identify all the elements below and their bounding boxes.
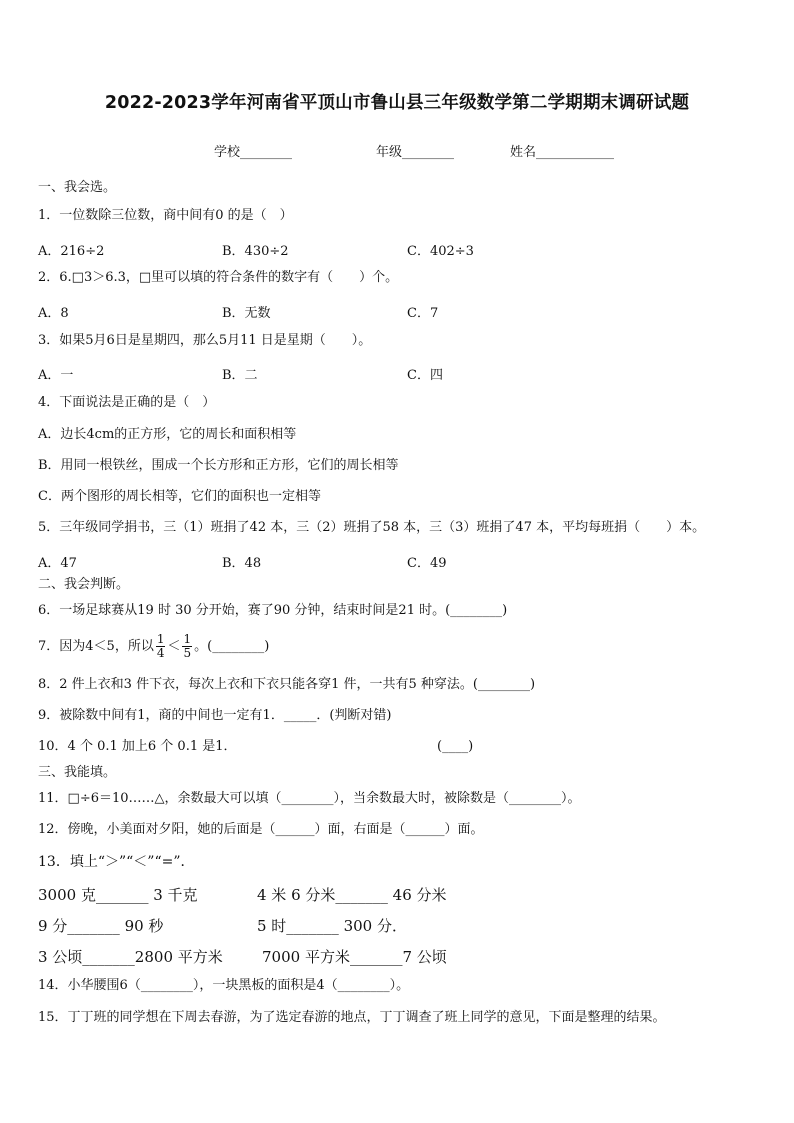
name-blank: ____________ — [536, 145, 615, 160]
q13-compare-3b: 7000 平方米_______7 公顷 — [262, 948, 447, 966]
page-title: 2022-2023学年河南省平顶山市鲁山县三年级数学第二学期期末调研试题 — [104, 93, 690, 113]
question-4: 4．下面说法是正确的是（ ） — [38, 395, 216, 410]
q7-text-pre: 7．因为4＜5，所以 — [38, 639, 154, 654]
q4-option-b: B．用同一根铁丝，围成一个长方形和正方形，它们的周长相等 — [38, 458, 399, 473]
q13-compare-3a: 3 公顷_______2800 平方米 — [38, 948, 223, 966]
q10-answer-blank: (____) — [437, 739, 474, 754]
question-14: 14．小华腰围6（________），一块黑板的面积是4（________）。 — [38, 978, 410, 993]
q13-compare-1a: 3000 克_______ 3 千克 — [38, 886, 198, 904]
question-11: 11．□÷6＝10……△，余数最大可以填（________），当余数最大时，被除数是（________）。 — [38, 791, 581, 806]
q13-compare-1b: 4 米 6 分米_______ 46 分米 — [257, 886, 447, 904]
question-1: 1．一位数除三位数，商中间有0 的是（ ） — [38, 208, 293, 223]
question-10: 10．4 个 0.1 加上6 个 0.1 是1． — [38, 739, 237, 754]
question-8: 8．2 件上衣和3 件下衣，每次上衣和下衣只能各穿1 件，一共有5 种穿法。(________) — [38, 677, 536, 692]
q3-option-b: B．二 — [222, 368, 258, 383]
question-12: 12．傍晚，小美面对夕阳，她的后面是（______）面，右面是（______）面。 — [38, 822, 484, 837]
section-heading-choice: 一、我会选。 — [38, 180, 117, 195]
q5-option-c: C．49 — [407, 556, 447, 571]
question-13: 13．填上“＞”“＜”“=”． — [38, 854, 195, 870]
school-label: 学校 — [214, 145, 241, 160]
q3-option-a: A．一 — [38, 368, 74, 383]
question-7 — [38, 632, 269, 662]
q4-option-a: A．边长4cm的正方形，它的周长和面积相等 — [38, 427, 297, 442]
q7-text-post: 。(________) — [194, 639, 270, 654]
q1-option-c: C．402÷3 — [407, 244, 474, 259]
fraction-one-fifth — [182, 633, 192, 660]
q13-compare-2a: 9 分_______ 90 秒 — [38, 917, 164, 935]
question-5: 5．三年级同学捐书，三（1）班捐了42 本，三（2）班捐了58 本，三（3）班捐了47 本，平均每班捐（ ）本。 — [38, 520, 706, 535]
school-field — [214, 141, 292, 160]
q2-option-b: B．无数 — [222, 306, 271, 321]
q2-option-c: C．7 — [407, 306, 439, 321]
section-heading-judge: 二、我会判断。 — [38, 577, 130, 592]
q1-option-b: B．430÷2 — [222, 244, 289, 259]
question-9: 9．被除数中间有1，商的中间也一定有1．_____．(判断对错) — [38, 708, 392, 723]
question-15: 15．丁丁班的同学想在下周去春游，为了选定春游的地点，丁丁调查了班上同学的意见，下面是整理的结果。 — [38, 1010, 666, 1025]
q3-option-c: C．四 — [407, 368, 443, 383]
q1-option-a: A．216÷2 — [38, 244, 105, 259]
question-3: 3．如果5月6日是星期四，那么5月11 日是星期（ ）。 — [38, 333, 372, 348]
q4-option-c: C．两个图形的周长相等，它们的面积也一定相等 — [38, 489, 321, 504]
grade-label: 年级 — [376, 145, 403, 160]
question-2: 2．6.□3＞6.3，□里可以填的符合条件的数字有（ ）个。 — [38, 270, 399, 285]
grade-blank: ________ — [402, 145, 455, 160]
q13-compare-2b: 5 时_______ 300 分． — [257, 917, 407, 935]
q5-option-b: B．48 — [222, 556, 262, 571]
q2-option-a: A．8 — [38, 306, 69, 321]
q5-option-a: A．47 — [38, 556, 77, 571]
fraction-one-quarter — [156, 633, 166, 660]
school-blank: ________ — [240, 145, 293, 160]
q7-f1-numerator: 1 — [156, 632, 165, 646]
name-label: 姓名 — [510, 145, 537, 160]
q7-f2-denominator: 5 — [183, 646, 192, 660]
question-6: 6．一场足球赛从19 时 30 分开始，赛了90 分钟，结束时间是21 时。(________) — [38, 603, 508, 618]
section-heading-fill: 三、我能填。 — [38, 765, 117, 780]
grade-field — [376, 141, 454, 160]
q7-f1-denominator: 4 — [156, 646, 165, 660]
name-field — [510, 141, 614, 160]
q7-f2-numerator: 1 — [183, 632, 192, 646]
q7-less-than: ＜ — [167, 639, 181, 654]
